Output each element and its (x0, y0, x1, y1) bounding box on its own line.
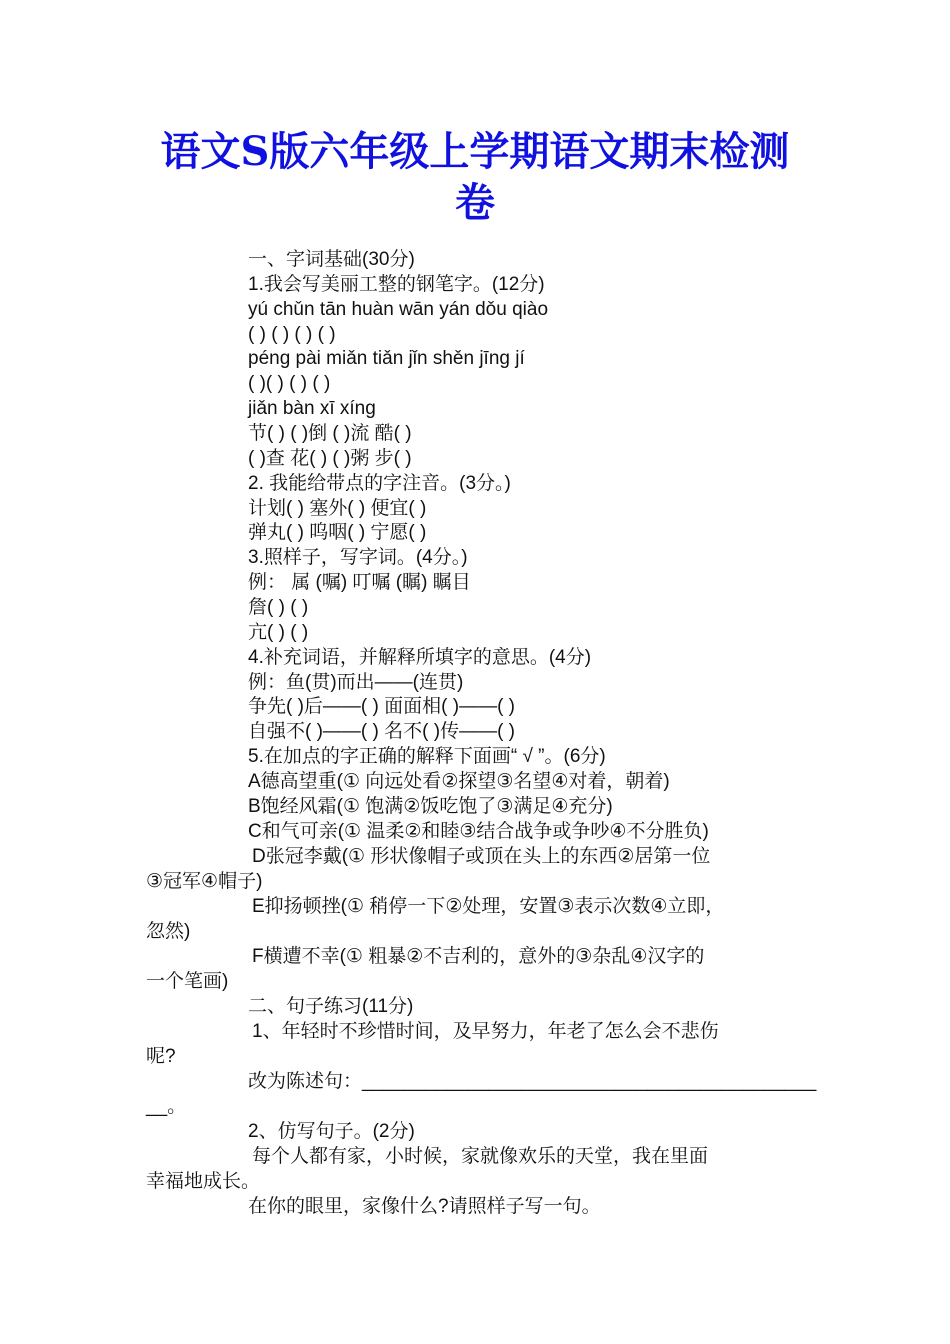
q5-item-e: E抑扬顿挫(① 稍停一下②处理，安置③表示次数④立即， (252, 896, 725, 917)
pinyin-row-2: péng pài miǎn tiǎn jǐn shěn jīng jí (248, 348, 525, 369)
document-title: 语文S版六年级上学期语文期末检测 (160, 128, 790, 175)
q5-item-a: A德高望重(① 向远处看②探望③名望④对着，朝着) (248, 771, 670, 792)
q5-item-c: C和气可亲(① 温柔②和睦③结合战争或争吵④不分胜负) (248, 821, 709, 842)
section-heading-vocabulary: 一、字词基础(30分) (248, 249, 415, 270)
question-1-heading: 1.我会写美丽工整的钢笔字。(12分) (248, 274, 545, 295)
pronunciation-row-1: 计划( ) 塞外( ) 便宜( ) (248, 498, 427, 519)
q5-item-b: B饱经风霜(① 饱满②饭吃饱了③满足④充分) (248, 796, 613, 817)
sentence-q1-text-continued: 呢? (146, 1046, 176, 1067)
question-2-heading: 2. 我能给带点的字注音。(3分。) (248, 473, 511, 494)
answer-blanks-row-2: ( )( ) ( ) ( ) (248, 373, 331, 394)
fill-in-row-2: ( )查 花( ) ( )粥 步( ) (248, 448, 412, 469)
sentence-q1-text: 1、年轻时不珍惜时间，及早努力，年老了怎么会不悲伤 (252, 1021, 719, 1042)
answer-blanks-row-1: ( ) ( ) ( ) ( ) (248, 324, 336, 345)
question-3-heading: 3.照样子，写字词。(4分。) (248, 547, 468, 568)
question-4-heading: 4.补充词语，并解释所填字的意思。(4分) (248, 647, 592, 668)
q4-row-2: 自强不( )——( ) 名不( )传——( ) (248, 721, 516, 742)
q5-item-e-continued: 忽然) (146, 921, 191, 942)
fill-in-row-1: 节( ) ( )倒 ( )流 酷( ) (248, 423, 412, 444)
q5-item-d-continued: ③冠军④帽子) (146, 871, 263, 892)
declarative-answer-line-end: __。 (146, 1096, 187, 1117)
sentence-q2-heading: 2、仿写句子。(2分) (248, 1121, 415, 1142)
q4-row-1: 争先( )后——( ) 面面相( )——( ) (248, 696, 516, 717)
question-5-heading: 5.在加点的字正确的解释下面画“ √ ”。(6分) (248, 746, 606, 767)
declarative-answer-line: 改为陈述句：___________________________________________ (248, 1071, 817, 1092)
q5-item-d: D张冠李戴(① 形状像帽子或顶在头上的东西②居第一位 (252, 846, 711, 867)
example-line-q3: 例： 属 (嘱) 叮嘱 (瞩) 瞩目 (248, 572, 471, 593)
pinyin-row-3: jiǎn bàn xī xíng (248, 398, 376, 419)
section-heading-sentences: 二、句子练习(11分) (248, 996, 414, 1017)
q5-item-f-continued: 一个笔画) (146, 971, 229, 992)
q3-row-1: 詹( ) ( ) (248, 597, 309, 618)
sentence-q2-example-continued: 幸福地成长。 (146, 1171, 261, 1192)
sentence-q2-instruction: 在你的眼里，家像什么?请照样子写一句。 (248, 1196, 601, 1217)
example-line-q4: 例：鱼(贯)而出——(连贯) (248, 672, 464, 693)
q3-row-2: 亢( ) ( ) (248, 622, 309, 643)
q5-item-f: F横遭不幸(① 粗暴②不吉利的，意外的③杂乱④汉字的 (252, 946, 705, 967)
document-title-continued: 卷 (455, 179, 495, 226)
pronunciation-row-2: 弹丸( ) 呜咽( ) 宁愿( ) (248, 522, 427, 543)
sentence-q2-example: 每个人都有家，小时候，家就像欢乐的天堂，我在里面 (252, 1146, 709, 1167)
pinyin-row-1: yú chǔn tān huàn wān yán dǒu qiào (248, 299, 549, 320)
